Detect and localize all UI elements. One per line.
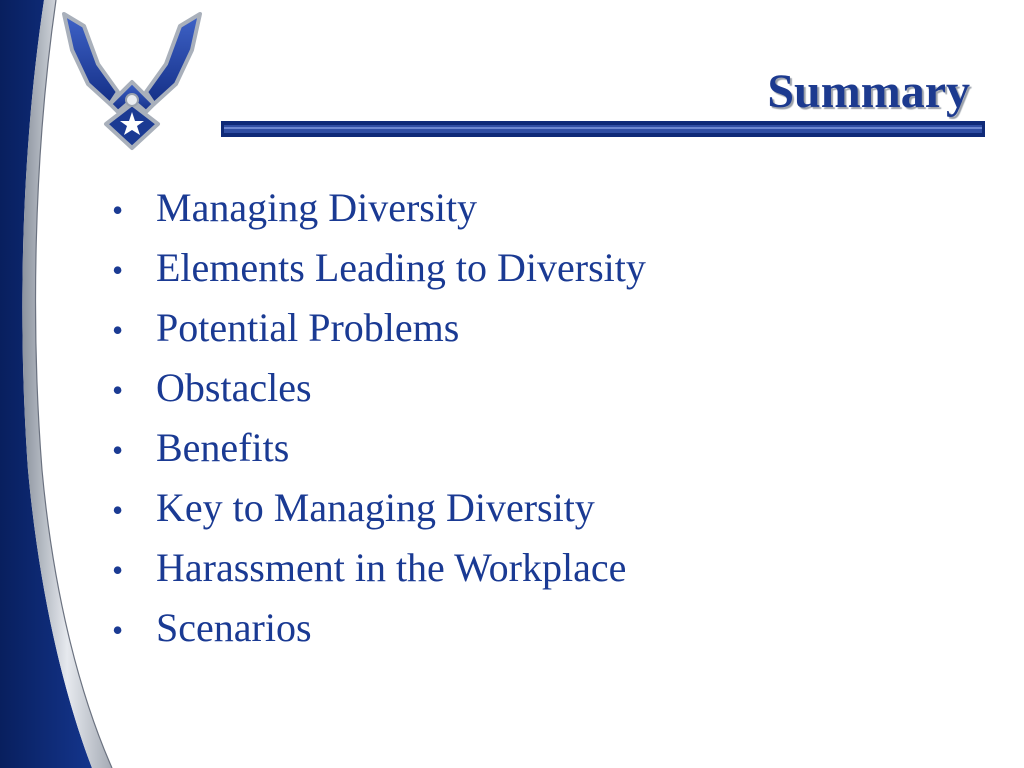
list-item	[112, 422, 646, 482]
title-underline	[221, 121, 985, 137]
slide-title: Summary	[767, 65, 970, 118]
list-item-text: Managing Diversity	[156, 185, 478, 230]
list-item-text: Potential Problems	[156, 305, 460, 350]
list-item	[112, 542, 646, 602]
list-item	[112, 182, 646, 242]
list-item	[112, 602, 646, 662]
list-item-text: Harassment in the Workplace	[156, 545, 627, 590]
bullet-icon: •	[112, 432, 124, 468]
air-force-symbol-icon	[54, 8, 210, 152]
list-item	[112, 302, 646, 362]
list-item-text: Obstacles	[156, 365, 312, 410]
list-item	[112, 242, 646, 302]
bullet-icon: •	[112, 312, 124, 348]
list-item-text: Key to Managing Diversity	[156, 485, 595, 530]
list-item-text: Elements Leading to Diversity	[156, 245, 646, 290]
bullet-icon: •	[112, 552, 124, 588]
bullet-icon: •	[112, 372, 124, 408]
bullet-icon: •	[112, 612, 124, 648]
bullet-icon: •	[112, 492, 124, 528]
summary-list	[112, 182, 646, 662]
bullet-icon: •	[112, 252, 124, 288]
list-item-text: Benefits	[156, 425, 290, 470]
list-item	[112, 362, 646, 422]
list-item	[112, 482, 646, 542]
list-item-text: Scenarios	[156, 605, 312, 650]
bullet-icon: •	[112, 192, 124, 228]
